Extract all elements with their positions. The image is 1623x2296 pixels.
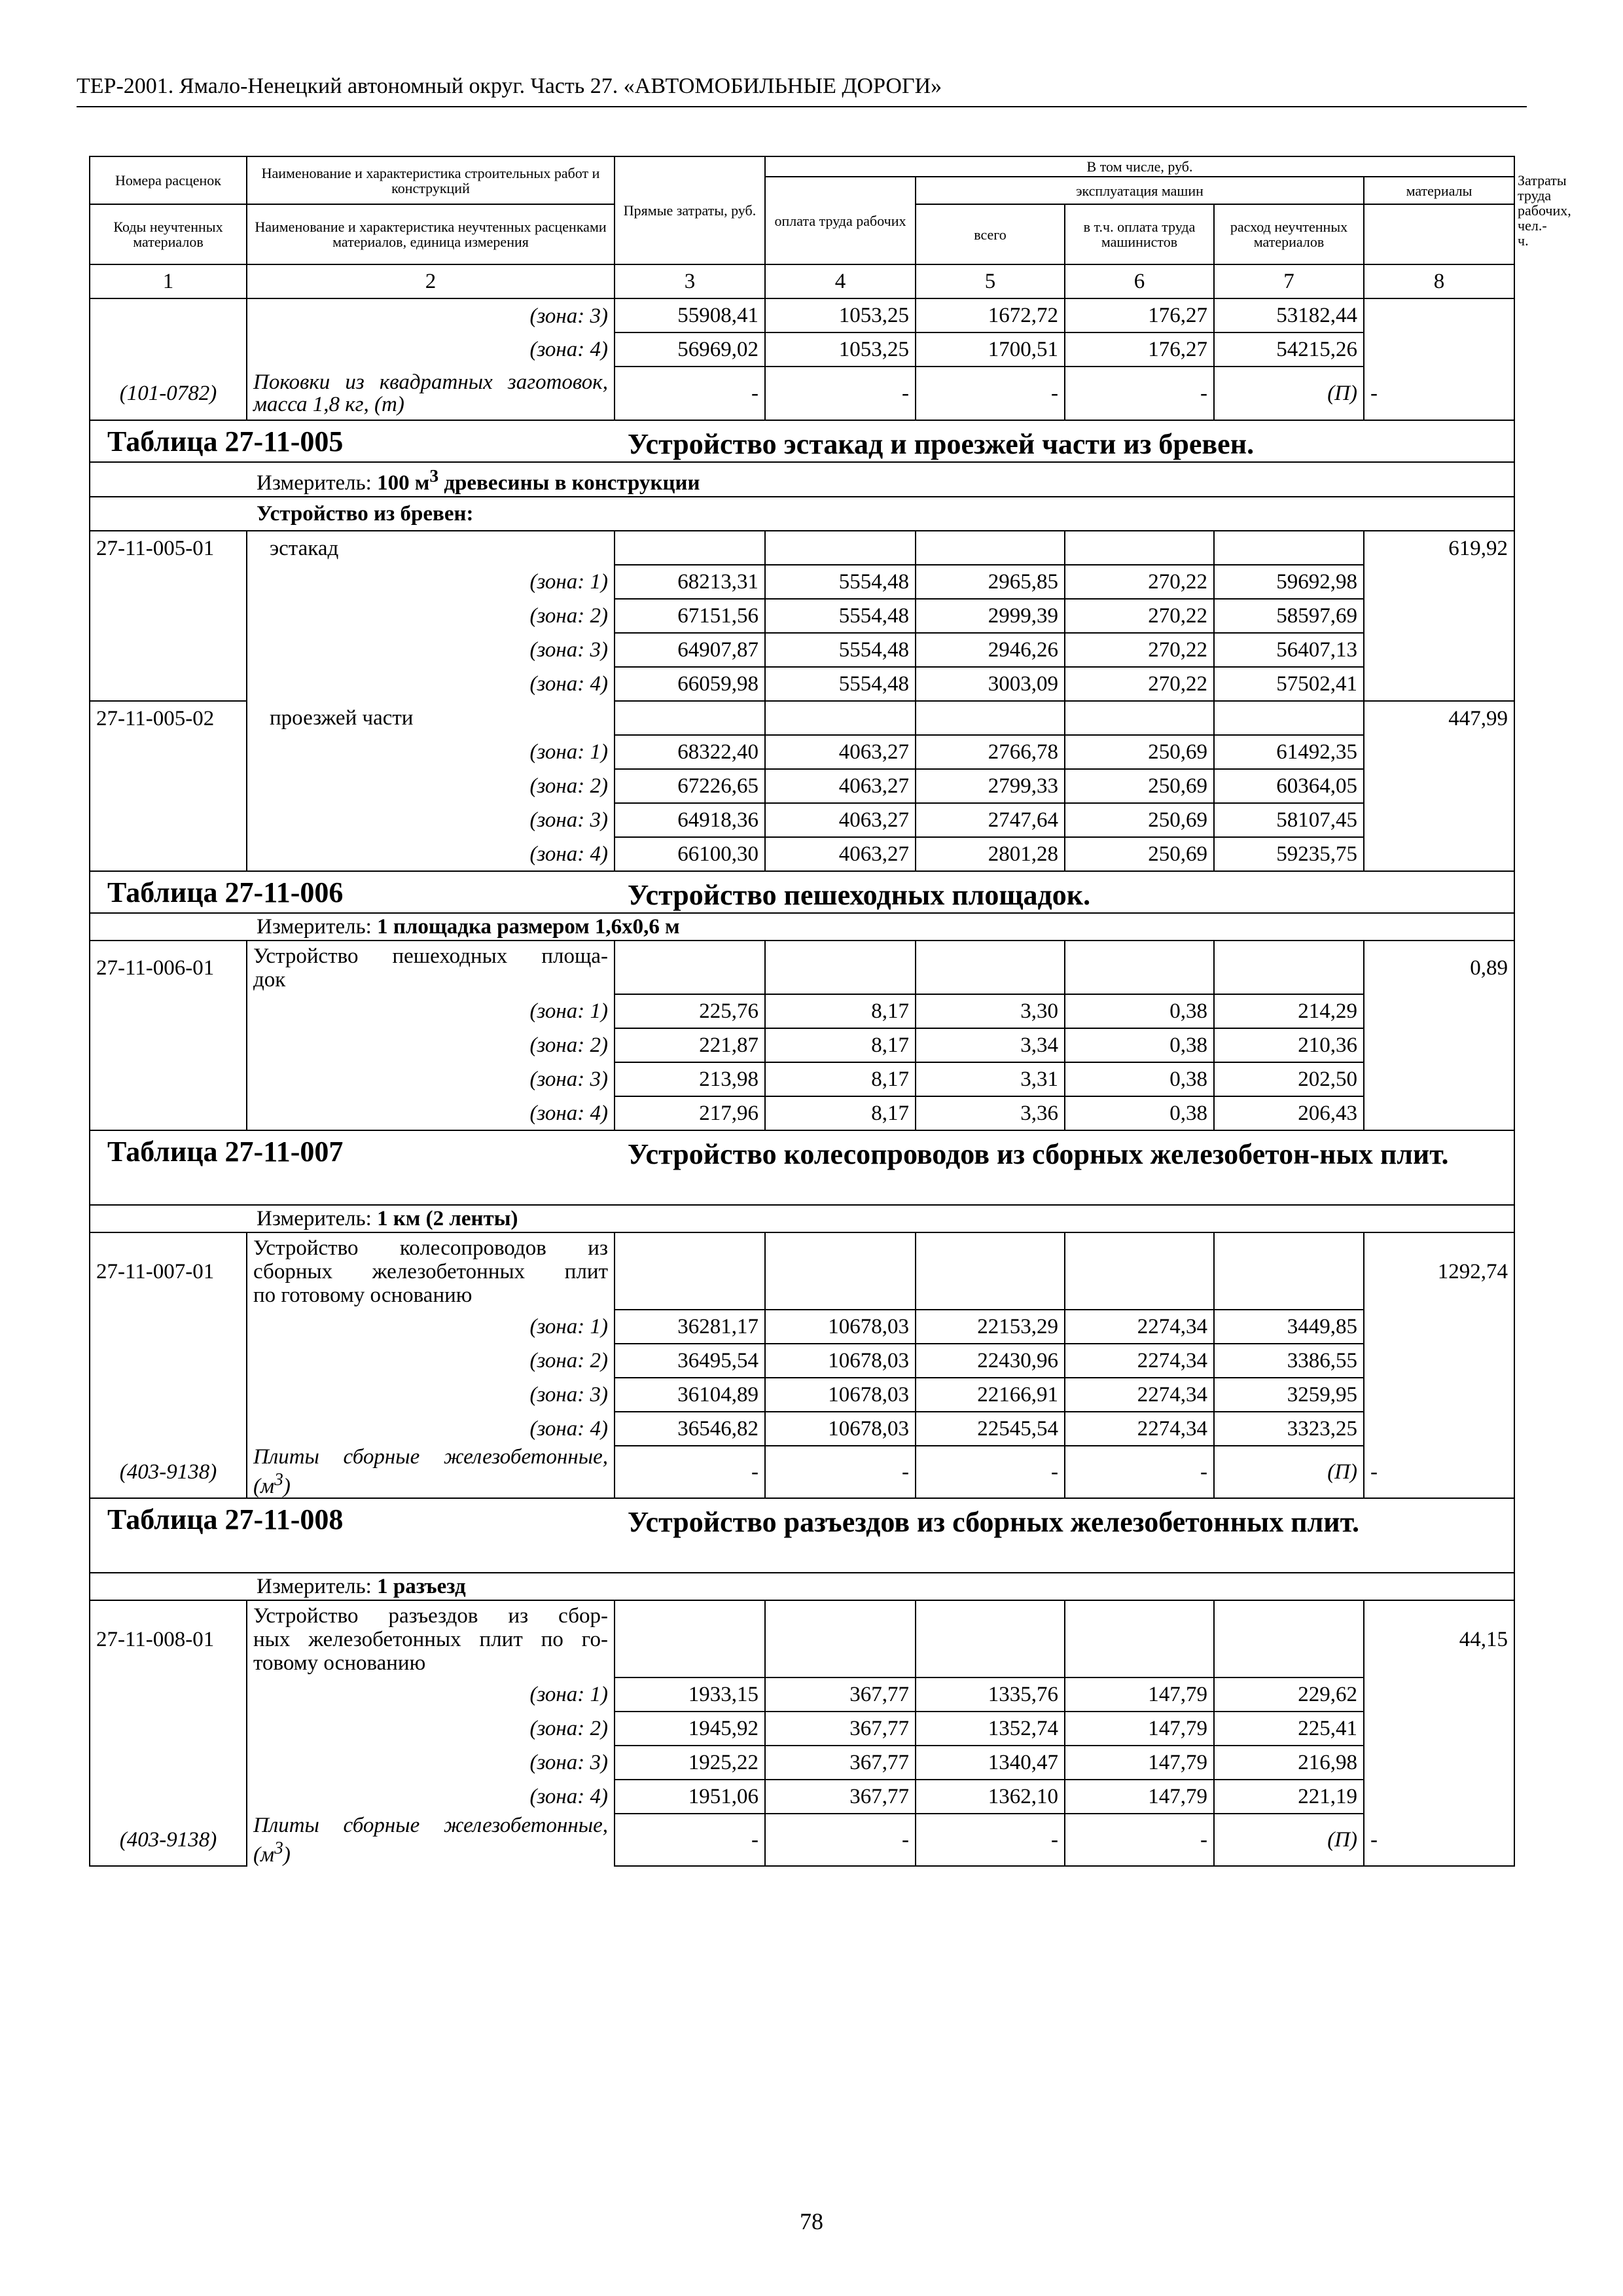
- table-title-row: [90, 1130, 1514, 1205]
- material-code: (101-0782): [90, 367, 247, 420]
- wages: 5554,48: [765, 565, 916, 599]
- material-unit-close: ): [283, 1475, 291, 1498]
- zone-label: (зона: 3): [247, 1378, 615, 1412]
- materials: 206,43: [1214, 1096, 1364, 1130]
- page-number: 78: [800, 2208, 823, 2234]
- zone-label: (зона: 1): [247, 1310, 615, 1344]
- direct-cost: 64907,87: [615, 633, 765, 667]
- column-number-row: [90, 264, 1514, 298]
- zone-row: [90, 1412, 1514, 1446]
- machines-wages: 2274,34: [1065, 1412, 1214, 1446]
- machines-total: 3003,09: [916, 667, 1065, 701]
- materials: 225,41: [1214, 1712, 1364, 1746]
- material-unit-sup: 3: [274, 1469, 283, 1489]
- machines-wages: 270,22: [1065, 633, 1214, 667]
- zone-label: (зона: 1): [247, 735, 615, 769]
- wages: 4063,27: [765, 769, 916, 803]
- measure-row: [90, 913, 1514, 941]
- direct-cost: 68322,40: [615, 735, 765, 769]
- machines-total: 3,36: [916, 1096, 1065, 1130]
- zone-row: [90, 1344, 1514, 1378]
- materials: 3386,55: [1214, 1344, 1364, 1378]
- material-flag: (П): [1214, 367, 1364, 420]
- zone-row: [90, 633, 1514, 667]
- item-row: [90, 941, 1514, 994]
- wages: 367,77: [765, 1677, 916, 1712]
- direct-cost: 213,98: [615, 1062, 765, 1096]
- wages: 8,17: [765, 1062, 916, 1096]
- material-row: [90, 367, 1514, 420]
- zone-label: (зона: 4): [247, 837, 615, 871]
- machines-total: 2999,39: [916, 599, 1065, 633]
- table-number: Таблица 27-11-007: [107, 1136, 344, 1168]
- machines-wages: 0,38: [1065, 1062, 1214, 1096]
- col-number: 7: [1214, 264, 1364, 298]
- wages: 8,17: [765, 994, 916, 1028]
- machines-wages: 250,69: [1065, 837, 1214, 871]
- zone-row: [90, 1677, 1514, 1712]
- direct-cost: 1945,92: [615, 1712, 765, 1746]
- measure-row: [90, 462, 1514, 497]
- dash: -: [916, 367, 1065, 420]
- item-code: 27-11-006-01: [90, 941, 247, 994]
- machines-wages: 176,27: [1065, 332, 1214, 367]
- zone-label: (зона: 3): [247, 1062, 615, 1096]
- table-title: Устройство эстакад и проезжей части из бревен.: [628, 428, 1255, 460]
- item-code: 27-11-005-01: [90, 531, 247, 565]
- machines-wages: 0,38: [1065, 994, 1214, 1028]
- machines-total: 1672,72: [916, 298, 1065, 332]
- materials: 60364,05: [1214, 769, 1364, 803]
- zone-row: [90, 599, 1514, 633]
- zone-row: [90, 769, 1514, 803]
- measure-label: Измеритель:: [257, 915, 372, 939]
- measure-sup: 3: [429, 465, 439, 486]
- materials: 210,36: [1214, 1028, 1364, 1062]
- machines-wages: 2274,34: [1065, 1344, 1214, 1378]
- material-row: [90, 1814, 1514, 1866]
- wages: 1053,25: [765, 332, 916, 367]
- wages: 10678,03: [765, 1412, 916, 1446]
- direct-cost: 66100,30: [615, 837, 765, 871]
- wages: 8,17: [765, 1028, 916, 1062]
- dash: -: [615, 367, 765, 420]
- machines-wages: 147,79: [1065, 1780, 1214, 1814]
- direct-cost: 221,87: [615, 1028, 765, 1062]
- machines-total: 1362,10: [916, 1780, 1065, 1814]
- col-machines-wages-header: в т.ч. оплата труда машинистов: [1065, 204, 1214, 264]
- col-number: 4: [765, 264, 916, 298]
- measure-value: 1 разъезд: [377, 1575, 466, 1598]
- zone-label: (зона: 1): [247, 994, 615, 1028]
- zone-row: [90, 803, 1514, 837]
- zone-row: [90, 837, 1514, 871]
- wages: 367,77: [765, 1746, 916, 1780]
- col-materials-header: материалы: [1364, 177, 1514, 204]
- materials: 216,98: [1214, 1746, 1364, 1780]
- materials: 59235,75: [1214, 837, 1364, 871]
- document-header: ТЕР-2001. Ямало-Ненецкий автономный округ. Часть 27. «АВТОМОБИЛЬНЫЕ ДОРОГИ»: [77, 74, 942, 98]
- wages: 1053,25: [765, 298, 916, 332]
- wages: 5554,48: [765, 633, 916, 667]
- item-name-line: по готовому основанию: [253, 1283, 473, 1307]
- col-number: 2: [247, 264, 615, 298]
- item-row: [90, 531, 1514, 565]
- materials: 54215,26: [1214, 332, 1364, 367]
- direct-cost: 36281,17: [615, 1310, 765, 1344]
- wages: 5554,48: [765, 667, 916, 701]
- labor-cost: 447,99: [1364, 701, 1514, 735]
- machines-wages: 147,79: [1065, 1677, 1214, 1712]
- direct-cost: 36546,82: [615, 1412, 765, 1446]
- zone-label: (зона: 1): [247, 1677, 615, 1712]
- measure-label: Измеритель:: [257, 1207, 372, 1230]
- machines-total: 22166,91: [916, 1378, 1065, 1412]
- group-row: [90, 497, 1514, 531]
- direct-cost: 68213,31: [615, 565, 765, 599]
- item-name-line: сборных железобетонных плит: [253, 1259, 608, 1283]
- table-number: Таблица 27-11-005: [107, 425, 344, 457]
- table-title-row: [90, 871, 1514, 913]
- dash: -: [765, 1446, 916, 1498]
- machines-wages: 147,79: [1065, 1746, 1214, 1780]
- zone-label: (зона: 4): [247, 1412, 615, 1446]
- measure-row: [90, 1573, 1514, 1600]
- col-number: 8: [1364, 264, 1514, 298]
- dash: -: [1065, 367, 1214, 420]
- table-title-row: [90, 1498, 1514, 1573]
- material-code: (403-9138): [90, 1446, 247, 1498]
- table-title: Устройство пешеходных площадок.: [628, 879, 1091, 911]
- zone-row: [90, 667, 1514, 701]
- direct-cost: 1951,06: [615, 1780, 765, 1814]
- wages: 8,17: [765, 1096, 916, 1130]
- machines-wages: 250,69: [1065, 769, 1214, 803]
- zone-label: (зона: 4): [247, 1780, 615, 1814]
- direct-cost: 217,96: [615, 1096, 765, 1130]
- zone-label: (зона: 3): [247, 298, 615, 332]
- item-code: 27-11-007-01: [90, 1232, 247, 1310]
- machines-wages: 176,27: [1065, 298, 1214, 332]
- dash: -: [615, 1814, 765, 1866]
- item-name-line: Устройство пешеходных площа-: [253, 944, 608, 968]
- item-name-line: Устройство разъездов из сбор-: [253, 1604, 608, 1628]
- item-row: [90, 1600, 1514, 1677]
- direct-cost: 67226,65: [615, 769, 765, 803]
- material-code: (403-9138): [90, 1814, 247, 1866]
- zone-label: (зона: 2): [247, 599, 615, 633]
- labor-cost: 0,89: [1364, 941, 1514, 994]
- machines-total: 2946,26: [916, 633, 1065, 667]
- machines-wages: 250,69: [1065, 735, 1214, 769]
- direct-cost: 1925,22: [615, 1746, 765, 1780]
- zone-row: [90, 565, 1514, 599]
- item-code: 27-11-008-01: [90, 1600, 247, 1677]
- wages: 10678,03: [765, 1310, 916, 1344]
- zone-row: [90, 1028, 1514, 1062]
- material-row: [90, 1446, 1514, 1498]
- material-unit-close: ): [283, 1842, 291, 1867]
- materials: 3449,85: [1214, 1310, 1364, 1344]
- item-name-line: Устройство колесопроводов из: [253, 1236, 608, 1260]
- dash: -: [1364, 1446, 1514, 1498]
- direct-cost: 56969,02: [615, 332, 765, 367]
- col-number: 5: [916, 264, 1065, 298]
- machines-total: 3,30: [916, 994, 1065, 1028]
- price-table: [89, 156, 1571, 1867]
- wages: 4063,27: [765, 735, 916, 769]
- direct-cost: 55908,41: [615, 298, 765, 332]
- dash: -: [1065, 1814, 1214, 1866]
- zone-label: (зона: 3): [247, 803, 615, 837]
- dash: -: [765, 367, 916, 420]
- measure-label: Измеритель:: [257, 1575, 372, 1598]
- machines-wages: 2274,34: [1065, 1378, 1214, 1412]
- direct-cost: 36104,89: [615, 1378, 765, 1412]
- machines-wages: 270,22: [1065, 565, 1214, 599]
- col-name-header: Наименование и характеристика строительных работ и конструкций: [247, 156, 615, 204]
- zone-row: [90, 1712, 1514, 1746]
- machines-total: 2766,78: [916, 735, 1065, 769]
- table-number: Таблица 27-11-006: [107, 876, 344, 908]
- dash: -: [1364, 1814, 1514, 1866]
- measure-label: Измеритель:: [257, 471, 372, 495]
- material-unit: (м: [253, 1475, 275, 1498]
- materials: 58107,45: [1214, 803, 1364, 837]
- wages: 4063,27: [765, 803, 916, 837]
- col-number: 6: [1065, 264, 1214, 298]
- wages: 4063,27: [765, 837, 916, 871]
- machines-total: 3,34: [916, 1028, 1065, 1062]
- material-flag: (П): [1214, 1814, 1364, 1866]
- materials: 3259,95: [1214, 1378, 1364, 1412]
- zone-row: [90, 1062, 1514, 1096]
- zone-row: [90, 298, 1514, 332]
- zone-label: (зона: 4): [247, 667, 615, 701]
- wages: 10678,03: [765, 1344, 916, 1378]
- table-title: Устройство разъездов из сборных железобетонных плит.: [628, 1506, 1359, 1538]
- table-title-row: [90, 420, 1514, 462]
- zone-row: [90, 332, 1514, 367]
- materials: 229,62: [1214, 1677, 1364, 1712]
- zone-label: (зона: 2): [247, 1344, 615, 1378]
- machines-wages: 270,22: [1065, 667, 1214, 701]
- item-row: [90, 701, 1514, 735]
- dash: -: [916, 1446, 1065, 1498]
- measure-row: [90, 1205, 1514, 1232]
- item-name: эстакад: [247, 531, 615, 565]
- zone-row: [90, 1780, 1514, 1814]
- zone-label: (зона: 4): [247, 1096, 615, 1130]
- machines-total: 1335,76: [916, 1677, 1065, 1712]
- materials: 53182,44: [1214, 298, 1364, 332]
- dash: -: [615, 1446, 765, 1498]
- machines-total: 2799,33: [916, 769, 1065, 803]
- zone-row: [90, 1096, 1514, 1130]
- zone-row: [90, 994, 1514, 1028]
- col-number: 1: [90, 264, 247, 298]
- group-heading: Устройство из бревен:: [90, 497, 1514, 531]
- machines-wages: 147,79: [1065, 1712, 1214, 1746]
- material-name: Плиты сборные железобетонные,: [253, 1813, 608, 1837]
- machines-wages: 250,69: [1065, 803, 1214, 837]
- materials: 202,50: [1214, 1062, 1364, 1096]
- machines-total: 3,31: [916, 1062, 1065, 1096]
- machines-wages: 0,38: [1065, 1096, 1214, 1130]
- direct-cost: 225,76: [615, 994, 765, 1028]
- zone-label: (зона: 2): [247, 769, 615, 803]
- zone-label: (зона: 4): [247, 332, 615, 367]
- item-name-line: товому основанию: [253, 1651, 426, 1675]
- measure-value: 100 м: [377, 471, 430, 495]
- header-rule: [77, 106, 1527, 107]
- wages: 10678,03: [765, 1378, 916, 1412]
- machines-total: 1700,51: [916, 332, 1065, 367]
- machines-total: 22153,29: [916, 1310, 1065, 1344]
- direct-cost: 67151,56: [615, 599, 765, 633]
- materials: 59692,98: [1214, 565, 1364, 599]
- item-row: [90, 1232, 1514, 1310]
- col-codes-header: Номера расценок: [90, 156, 247, 204]
- labor-cost: 1292,74: [1364, 1232, 1514, 1310]
- item-name: проезжей части: [247, 701, 615, 735]
- machines-total: 1340,47: [916, 1746, 1065, 1780]
- dash: -: [765, 1814, 916, 1866]
- materials: 61492,35: [1214, 735, 1364, 769]
- materials: 221,19: [1214, 1780, 1364, 1814]
- item-code: 27-11-005-02: [90, 701, 247, 735]
- col-machines-total-header: всего: [916, 204, 1065, 264]
- zone-label: (зона: 2): [247, 1712, 615, 1746]
- machines-total: 2747,64: [916, 803, 1065, 837]
- col-codes-materials-header: Коды неучтенных материалов: [90, 204, 247, 264]
- wages: 367,77: [765, 1712, 916, 1746]
- zone-row: [90, 1746, 1514, 1780]
- wages: 5554,48: [765, 599, 916, 633]
- zone-label: (зона: 2): [247, 1028, 615, 1062]
- measure-value: 1 км (2 ленты): [377, 1207, 518, 1230]
- col-machines-header: эксплуатация машин: [916, 177, 1364, 204]
- materials: 3323,25: [1214, 1412, 1364, 1446]
- zone-row: [90, 735, 1514, 769]
- machines-total: 2965,85: [916, 565, 1065, 599]
- machines-total: 22430,96: [916, 1344, 1065, 1378]
- wages: 367,77: [765, 1780, 916, 1814]
- material-name: Плиты сборные железобетонные,: [253, 1445, 608, 1469]
- machines-total: 1352,74: [916, 1712, 1065, 1746]
- materials: 214,29: [1214, 994, 1364, 1028]
- col-including-header: В том числе, руб.: [765, 156, 1514, 177]
- machines-wages: 270,22: [1065, 599, 1214, 633]
- col-name-materials-header: Наименование и характеристика неучтенных расценками материалов, единица измерения: [247, 204, 615, 264]
- dash: -: [1364, 367, 1514, 420]
- zone-row: [90, 1378, 1514, 1412]
- material-name: Поковки из квадратных заготовок, масса 1,8 кг, (т): [247, 367, 615, 420]
- material-unit-sup: 3: [274, 1837, 283, 1857]
- header-row: Номера расценок Наименование и характеристика строительных работ и конструкций Прямые затраты, руб. В том числе, руб. Затраты труда рабочих, чел.-ч.: [90, 156, 1514, 177]
- materials: 56407,13: [1214, 633, 1364, 667]
- zone-label: (зона: 3): [247, 633, 615, 667]
- direct-cost: 36495,54: [615, 1344, 765, 1378]
- direct-cost: 1933,15: [615, 1677, 765, 1712]
- machines-wages: 2274,34: [1065, 1310, 1214, 1344]
- measure-value: 1 площадка размером 1,6х0,6 м: [377, 915, 680, 939]
- materials: 57502,41: [1214, 667, 1364, 701]
- direct-cost: 66059,98: [615, 667, 765, 701]
- col-materials-unaccounted-header: расход неучтенных материалов: [1214, 204, 1364, 264]
- machines-total: 2801,28: [916, 837, 1065, 871]
- col-number: 3: [615, 264, 765, 298]
- labor-cost: 619,92: [1364, 531, 1514, 565]
- col-wages-header: оплата труда рабочих: [765, 177, 916, 264]
- materials: 58597,69: [1214, 599, 1364, 633]
- material-flag: (П): [1214, 1446, 1364, 1498]
- zone-label: (зона: 1): [247, 565, 615, 599]
- table-number: Таблица 27-11-008: [107, 1503, 344, 1535]
- item-name-line: ных железобетонных плит по го-: [253, 1627, 608, 1651]
- zone-row: [90, 1310, 1514, 1344]
- machines-total: 22545,54: [916, 1412, 1065, 1446]
- zone-label: (зона: 3): [247, 1746, 615, 1780]
- dash: -: [1065, 1446, 1214, 1498]
- dash: -: [916, 1814, 1065, 1866]
- table-title: Устройство колесопроводов из сборных железобетон-ных плит.: [628, 1138, 1449, 1170]
- labor-cost: 44,15: [1364, 1600, 1514, 1677]
- material-unit: (м: [253, 1842, 275, 1867]
- item-name-line: док: [253, 967, 286, 992]
- measure-value-rest: древесины в конструкции: [438, 471, 700, 495]
- col-direct-header: Прямые затраты, руб.: [615, 156, 765, 264]
- machines-wages: 0,38: [1065, 1028, 1214, 1062]
- direct-cost: 64918,36: [615, 803, 765, 837]
